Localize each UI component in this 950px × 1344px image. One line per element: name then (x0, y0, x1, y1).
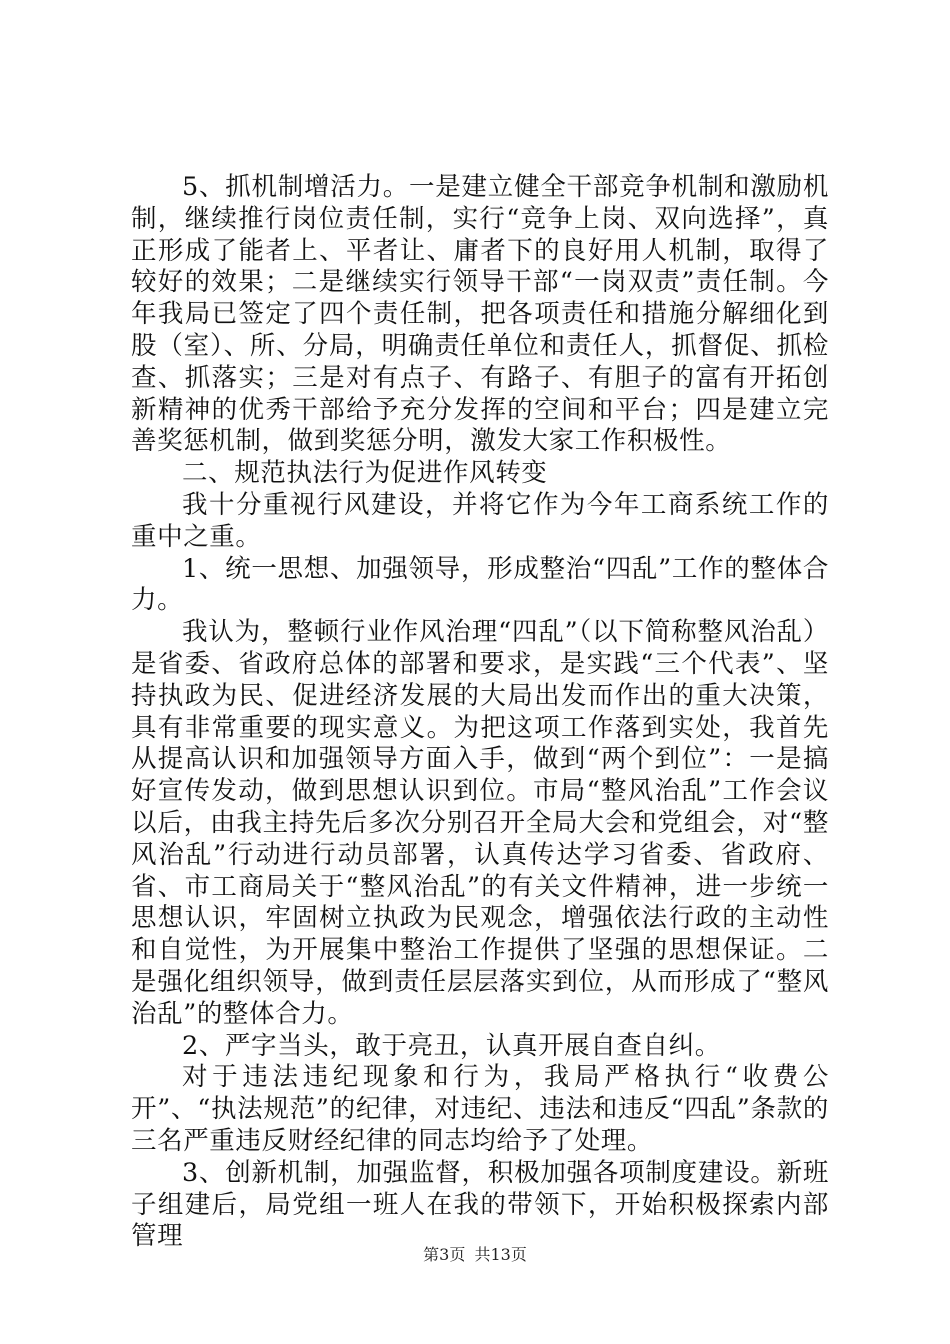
paragraph-self-inspection: 2、严字当头，敢于亮丑，认真开展自查自纠。 (182, 1030, 721, 1061)
paragraph-mechanism-vitality: 5、抓机制增活力。一是建立健全干部竞争机制和激励机制，继续推行岗位责任制，实行“竞争上岗、双向选择”，真正形成了能者上、平者让、庸者下的良好用人机制，取得了较好的效果；二是继续实行领导干部“一岗双责”责任制。今年我局已签定了四个责任制，把各项责任和措施分解细化到股（室）、所、分局，明确责任单位和责任人，抓督促、抓检查、抓落实；三是对有点子、有路子、有胆子的富有开拓创新精神的优秀干部给予充分发挥的空间和平台；四是建立完善奖惩机制，做到奖惩分明，激发大家工作积极性。 (131, 172, 829, 457)
section-heading-law-enforcement: 二、规范执法行为促进作风转变 (182, 458, 548, 489)
paragraph-discipline-handling: 对于违法违纪现象和行为，我局严格执行“收费公开”、“执法规范”的纪律，对违纪、违法和违反“四乱”条款的三名严重违反财经纪律的同志均给予了处理。 (131, 1062, 829, 1156)
page-number: 第3页 (423, 1245, 466, 1264)
page-total: 共13页 (474, 1245, 527, 1264)
paragraph-unify-thinking: 1、统一思想、加强领导，形成整治“四乱”工作的整体合力。 (131, 553, 829, 616)
document-body (131, 172, 829, 1253)
paragraph-style-building: 我十分重视行风建设，并将它作为今年工商系统工作的重中之重。 (131, 489, 829, 552)
page-footer (0, 1242, 950, 1265)
paragraph-innovation-mechanism: 3、创新机制，加强监督，积极加强各项制度建设。新班子组建后，局党组一班人在我的带领下，开始积极探索内部管理 (131, 1157, 829, 1252)
paragraph-rectification-detail: 我认为，整顿行业作风治理“四乱”（以下简称整风治乱）是省委、省政府总体的部署和要求，是实践“三个代表”、坚持执政为民、促进经济发展的大局出发而作出的重大决策，具有非常重要的现实意义。为把这项工作落到实处，我首先从提高认识和加强领导方面入手，做到“两个到位”：一是搞好宣传发动，做到思想认识到位。市局“整风治乱”工作会议以后，由我主持先后多次分别召开全局大会和党组会，对“整风治乱”行动进行动员部署，认真传达学习省委、省政府、省、市工商局关于“整风治乱”的有关文件精神，进一步统一思想认识，牢固树立执政为民观念，增强依法行政的主动性和自觉性，为开展集中整治工作提供了坚强的思想保证。二是强化组织领导，做到责任层层落实到位，从而形成了“整风治乱”的整体合力。 (131, 617, 829, 1029)
